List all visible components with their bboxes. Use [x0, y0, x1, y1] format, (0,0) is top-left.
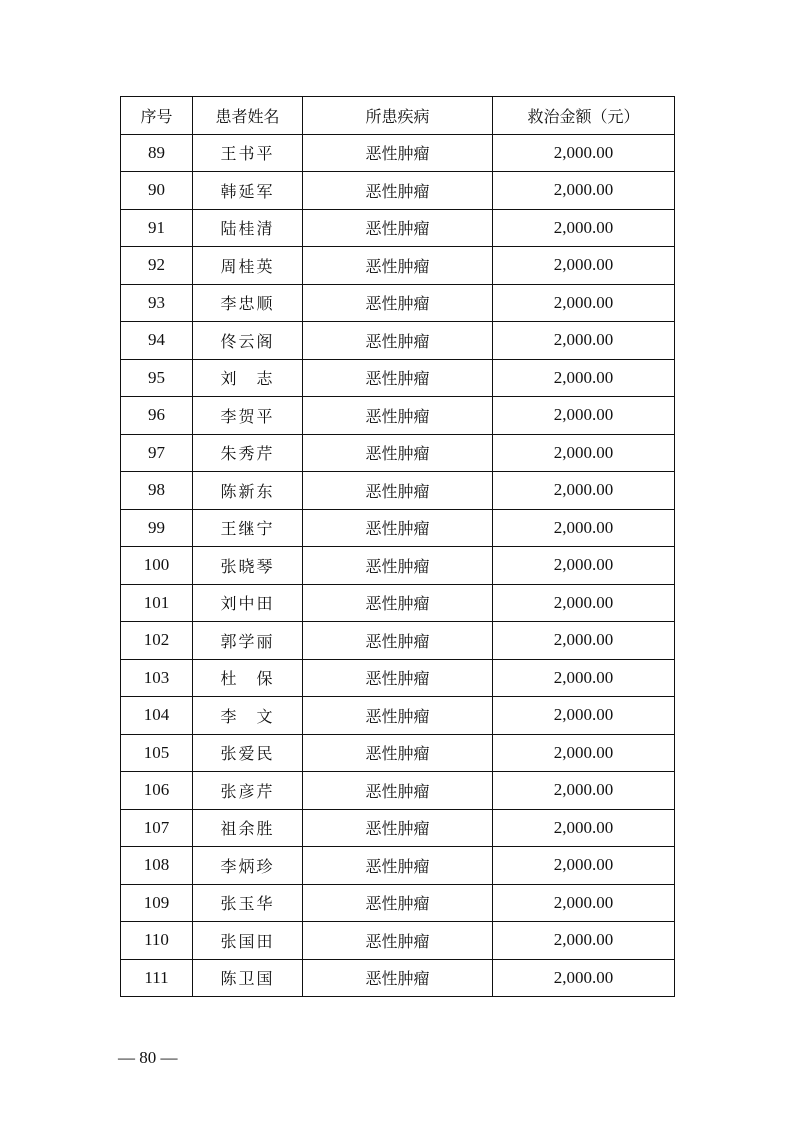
cell-disease: 恶性肿瘤	[303, 659, 493, 697]
cell-serial-number: 106	[121, 772, 193, 810]
cell-patient-name: 朱秀芹	[193, 434, 303, 472]
cell-serial-number: 97	[121, 434, 193, 472]
cell-patient-name: 王继宁	[193, 509, 303, 547]
cell-disease: 恶性肿瘤	[303, 884, 493, 922]
cell-serial-number: 111	[121, 959, 193, 997]
cell-patient-name: 张玉华	[193, 884, 303, 922]
table-header	[121, 97, 675, 135]
table-row	[121, 847, 675, 885]
cell-aid-amount: 2,000.00	[493, 772, 675, 810]
cell-disease: 恶性肿瘤	[303, 134, 493, 172]
cell-serial-number: 109	[121, 884, 193, 922]
cell-patient-name: 王书平	[193, 134, 303, 172]
cell-patient-name: 李炳珍	[193, 847, 303, 885]
cell-aid-amount: 2,000.00	[493, 247, 675, 285]
cell-aid-amount: 2,000.00	[493, 284, 675, 322]
cell-serial-number: 103	[121, 659, 193, 697]
cell-aid-amount: 2,000.00	[493, 959, 675, 997]
table-row	[121, 547, 675, 585]
cell-patient-name: 陈卫国	[193, 959, 303, 997]
cell-aid-amount: 2,000.00	[493, 734, 675, 772]
cell-aid-amount: 2,000.00	[493, 322, 675, 360]
cell-aid-amount: 2,000.00	[493, 584, 675, 622]
cell-patient-name: 韩延军	[193, 172, 303, 210]
cell-disease: 恶性肿瘤	[303, 959, 493, 997]
table-row	[121, 247, 675, 285]
cell-serial-number: 99	[121, 509, 193, 547]
cell-aid-amount: 2,000.00	[493, 847, 675, 885]
table-row	[121, 922, 675, 960]
cell-disease: 恶性肿瘤	[303, 922, 493, 960]
patient-aid-table	[120, 96, 675, 997]
cell-serial-number: 100	[121, 547, 193, 585]
cell-patient-name: 周桂英	[193, 247, 303, 285]
cell-serial-number: 108	[121, 847, 193, 885]
header-row	[121, 97, 675, 135]
cell-disease: 恶性肿瘤	[303, 284, 493, 322]
header-patient-name: 患者姓名	[193, 97, 303, 135]
table-row	[121, 884, 675, 922]
table-row	[121, 697, 675, 735]
cell-aid-amount: 2,000.00	[493, 472, 675, 510]
cell-patient-name: 李 文	[193, 697, 303, 735]
cell-disease: 恶性肿瘤	[303, 734, 493, 772]
cell-disease: 恶性肿瘤	[303, 584, 493, 622]
cell-disease: 恶性肿瘤	[303, 172, 493, 210]
cell-disease: 恶性肿瘤	[303, 247, 493, 285]
table-row	[121, 472, 675, 510]
cell-aid-amount: 2,000.00	[493, 697, 675, 735]
table-row	[121, 734, 675, 772]
cell-aid-amount: 2,000.00	[493, 509, 675, 547]
cell-patient-name: 陈新东	[193, 472, 303, 510]
cell-patient-name: 李贺平	[193, 397, 303, 435]
cell-patient-name: 杜 保	[193, 659, 303, 697]
cell-disease: 恶性肿瘤	[303, 509, 493, 547]
cell-disease: 恶性肿瘤	[303, 847, 493, 885]
cell-patient-name: 刘中田	[193, 584, 303, 622]
cell-patient-name: 佟云阁	[193, 322, 303, 360]
cell-patient-name: 刘 志	[193, 359, 303, 397]
cell-serial-number: 92	[121, 247, 193, 285]
table-row	[121, 284, 675, 322]
cell-serial-number: 102	[121, 622, 193, 660]
cell-aid-amount: 2,000.00	[493, 209, 675, 247]
cell-aid-amount: 2,000.00	[493, 397, 675, 435]
cell-disease: 恶性肿瘤	[303, 434, 493, 472]
cell-serial-number: 90	[121, 172, 193, 210]
cell-aid-amount: 2,000.00	[493, 622, 675, 660]
cell-aid-amount: 2,000.00	[493, 884, 675, 922]
table-row	[121, 172, 675, 210]
table-row	[121, 434, 675, 472]
cell-patient-name: 祖余胜	[193, 809, 303, 847]
cell-serial-number: 96	[121, 397, 193, 435]
cell-serial-number: 110	[121, 922, 193, 960]
cell-aid-amount: 2,000.00	[493, 809, 675, 847]
page-number: — 80 —	[118, 1048, 178, 1067]
header-serial-number: 序号	[121, 97, 193, 135]
cell-patient-name: 张爱民	[193, 734, 303, 772]
cell-disease: 恶性肿瘤	[303, 809, 493, 847]
cell-serial-number: 105	[121, 734, 193, 772]
cell-serial-number: 95	[121, 359, 193, 397]
cell-patient-name: 张国田	[193, 922, 303, 960]
cell-serial-number: 107	[121, 809, 193, 847]
cell-patient-name: 张晓琴	[193, 547, 303, 585]
cell-patient-name: 郭学丽	[193, 622, 303, 660]
cell-disease: 恶性肿瘤	[303, 209, 493, 247]
cell-disease: 恶性肿瘤	[303, 772, 493, 810]
table-row	[121, 322, 675, 360]
table-row	[121, 397, 675, 435]
cell-serial-number: 98	[121, 472, 193, 510]
cell-disease: 恶性肿瘤	[303, 322, 493, 360]
header-aid-amount: 救治金额（元）	[493, 97, 675, 135]
cell-patient-name: 张彦芹	[193, 772, 303, 810]
cell-serial-number: 89	[121, 134, 193, 172]
table-row	[121, 659, 675, 697]
cell-disease: 恶性肿瘤	[303, 697, 493, 735]
cell-serial-number: 93	[121, 284, 193, 322]
cell-aid-amount: 2,000.00	[493, 172, 675, 210]
table-row	[121, 622, 675, 660]
cell-serial-number: 91	[121, 209, 193, 247]
cell-aid-amount: 2,000.00	[493, 547, 675, 585]
cell-disease: 恶性肿瘤	[303, 622, 493, 660]
table-row	[121, 359, 675, 397]
table-row	[121, 209, 675, 247]
cell-aid-amount: 2,000.00	[493, 922, 675, 960]
table-row	[121, 959, 675, 997]
cell-aid-amount: 2,000.00	[493, 659, 675, 697]
cell-aid-amount: 2,000.00	[493, 359, 675, 397]
cell-patient-name: 李忠顺	[193, 284, 303, 322]
table-body	[121, 134, 675, 997]
cell-aid-amount: 2,000.00	[493, 434, 675, 472]
cell-serial-number: 94	[121, 322, 193, 360]
cell-disease: 恶性肿瘤	[303, 472, 493, 510]
cell-disease: 恶性肿瘤	[303, 359, 493, 397]
table-row	[121, 509, 675, 547]
table-row	[121, 134, 675, 172]
cell-disease: 恶性肿瘤	[303, 547, 493, 585]
cell-disease: 恶性肿瘤	[303, 397, 493, 435]
table-row	[121, 809, 675, 847]
cell-patient-name: 陆桂清	[193, 209, 303, 247]
cell-serial-number: 104	[121, 697, 193, 735]
cell-aid-amount: 2,000.00	[493, 134, 675, 172]
header-disease: 所患疾病	[303, 97, 493, 135]
table-row	[121, 584, 675, 622]
table-row	[121, 772, 675, 810]
cell-serial-number: 101	[121, 584, 193, 622]
